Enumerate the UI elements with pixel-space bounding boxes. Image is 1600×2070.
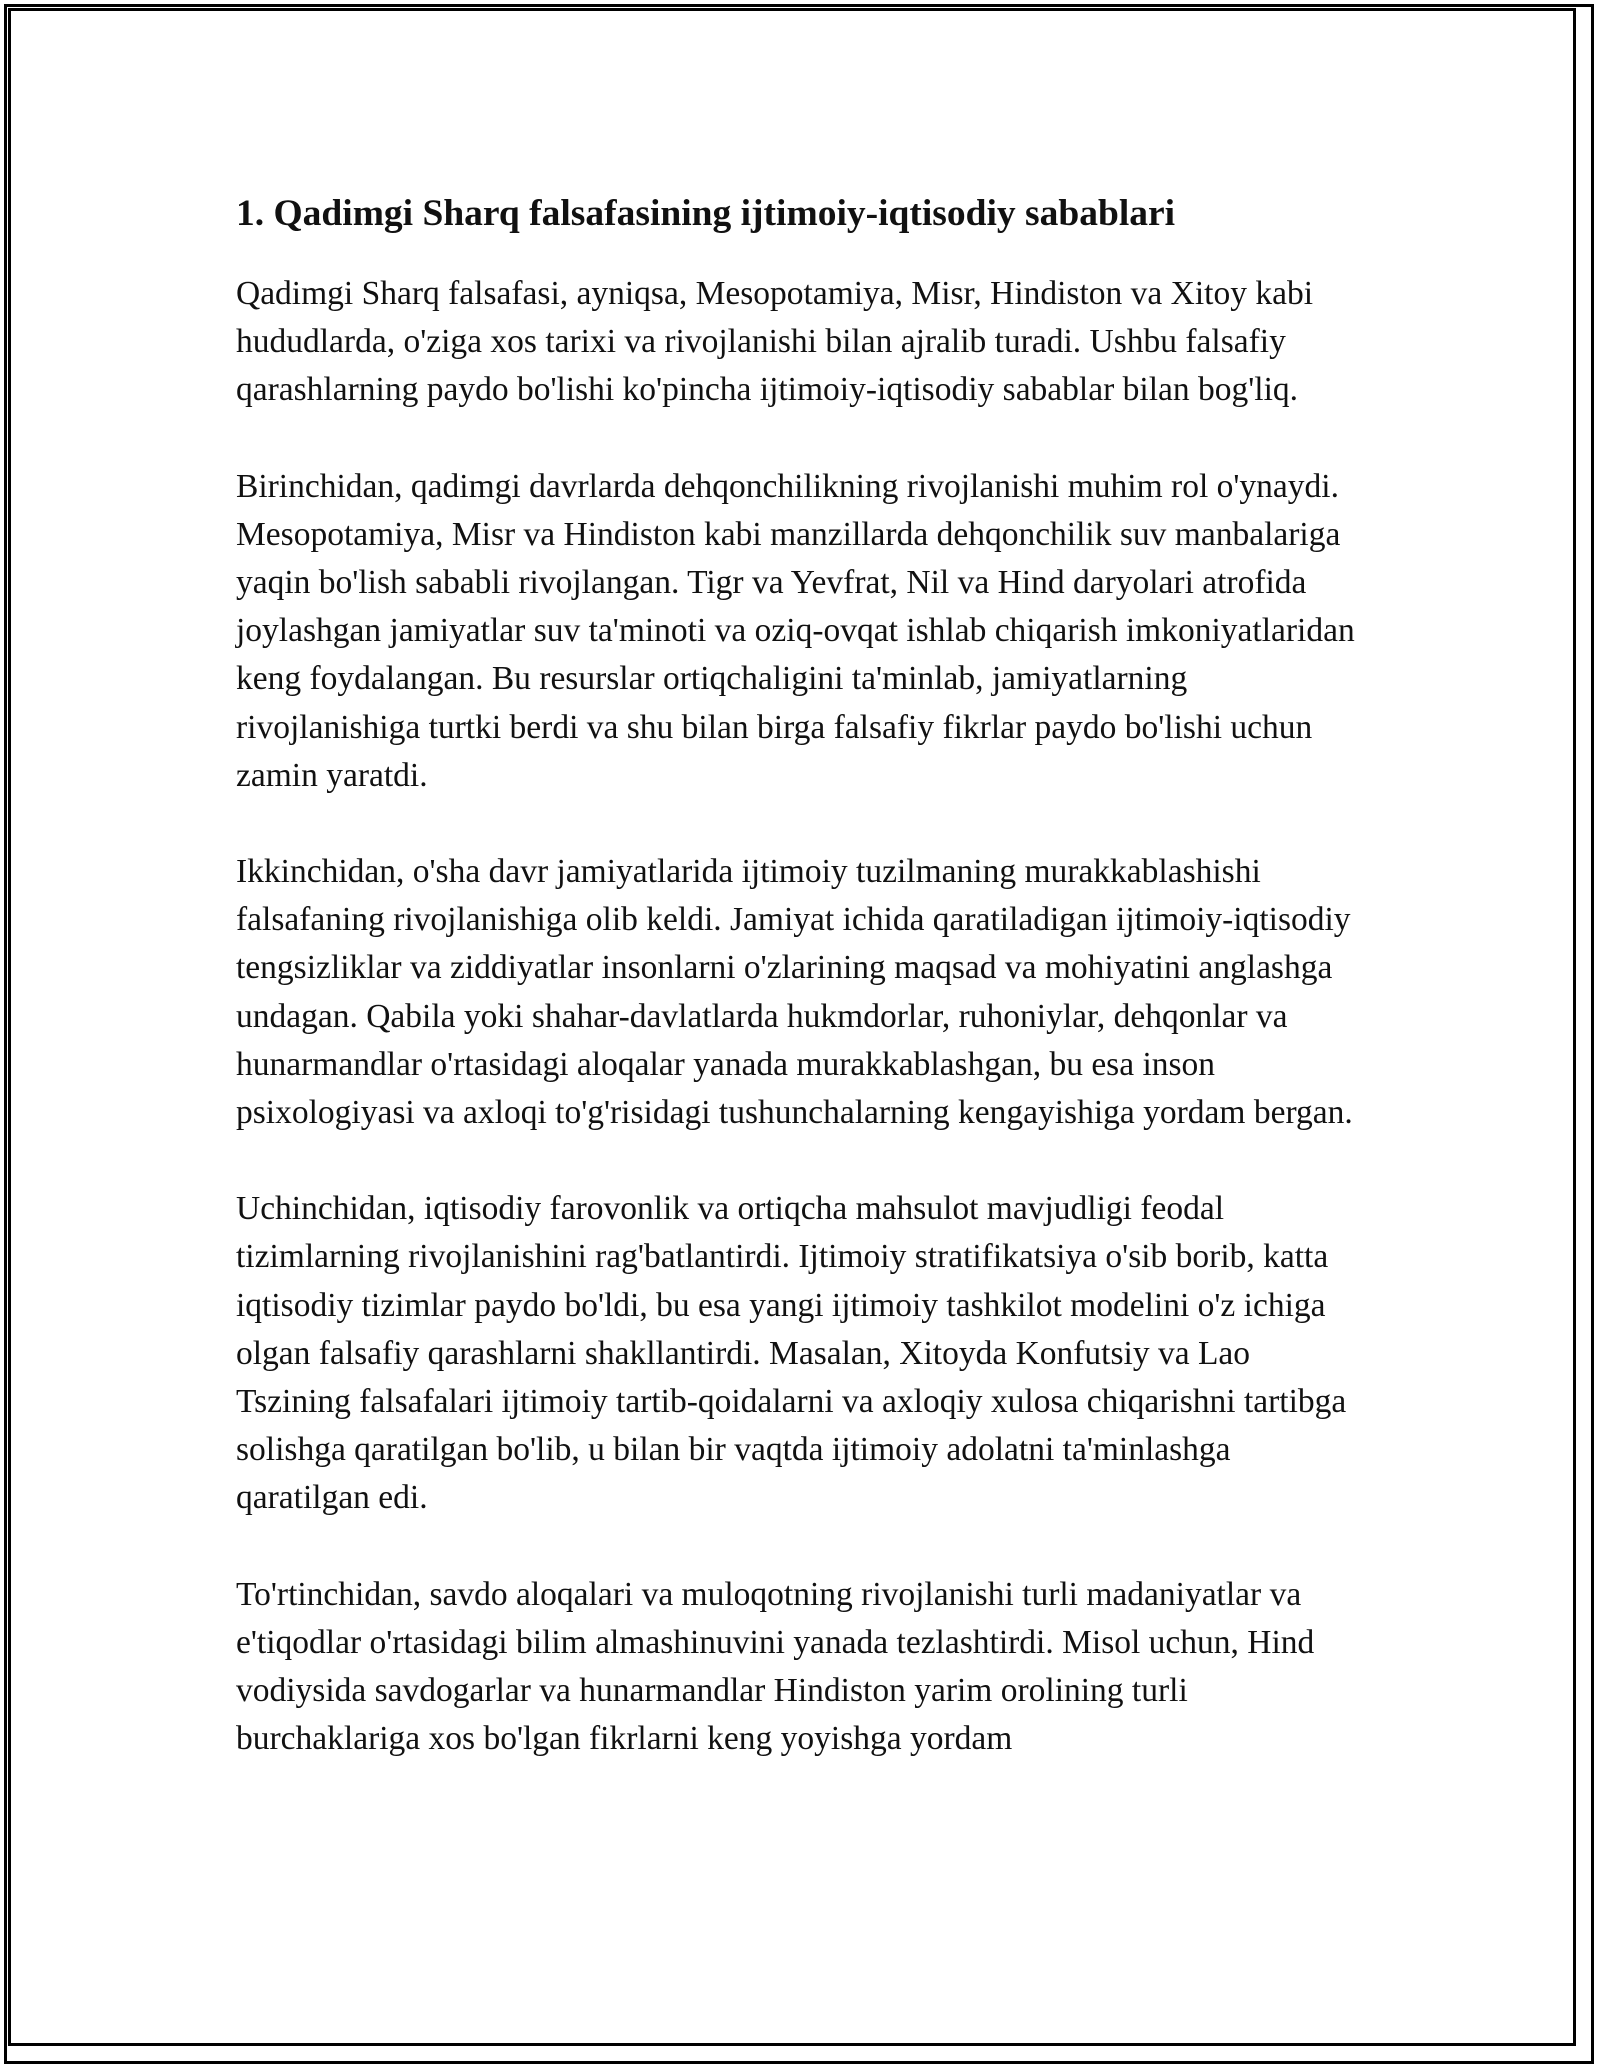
- paragraph-fourth-reason: To'rtinchidan, savdo aloqalari va muloqotning rivojlanishi turli madaniyatlar va e'tiqodlar o'rtasidagi bilim almashinuvini yanada tezlashtirdi. Misol uchun, Hind vodiysida savdogarlar va hunarmandlar Hindiston yarim orolining turli burchaklariga xos bo'lgan fikrlarni keng yoyishga yordam: [236, 1575, 1315, 1758]
- paragraph-intro: Qadimgi Sharq falsafasi, ayniqsa, Mesopotamiya, Misr, Hindiston va Xitoy kabi hududlarda, o'ziga xos tarixi va rivojlanishi bilan ajralib turadi. Ushbu falsafiy qarashlarning paydo bo'lishi ko'pincha ijtimoiy-iqtisodiy sabablar bilan bog'liq.: [236, 275, 1314, 409]
- paragraph-second-reason: Ikkinchidan, o'sha davr jamiyatlarida ijtimoiy tuzilmaning murakkablashishi falsafaning rivojlanishiga olib keldi. Jamiyat ichida qaratiladigan ijtimoiy-iqtisodiy tengsizliklar va ziddiyatlar insonlarni o'zlarining maqsad va mohiyatini anglashga undagan. Qabila yoki shahar-davlatlarda hukmdorlar, ruhoniylar, dehqonlar va hunarmandlar o'rtasidagi aloqalar yanada murakkablashgan, bu esa inson psixologiyasi va axloqi to'g'risidagi tushunchalarning kengayishiga yordam bergan.: [236, 853, 1353, 1132]
- section-heading: 1. Qadimgi Sharq falsafasining ijtimoiy-iqtisodiy sabablari: [236, 193, 1176, 234]
- document-body: [236, 190, 1366, 1811]
- paragraph-third-reason: Uchinchidan, iqtisodiy farovonlik va ortiqcha mahsulot mavjudligi feodal tizimlarning rivojlanishini rag'batlantirdi. Ijtimoiy stratifikatsiya o'sib borib, katta iqtisodiy tizimlar paydo bo'ldi, bu esa yangi ijtimoiy tashkilot modelini o'z ichiga olgan falsafiy qarashlarni shakllantirdi. Masalan, Xitoyda Konfutsiy va Lao Tszining falsafalari ijtimoiy tartib-qoidalarni va axloqiy xulosa chiqarishni tartibga solishga qaratilgan bo'lib, u bilan bir vaqtda ijtimoiy adolatni ta'minlashga qaratilgan edi.: [236, 1190, 1347, 1517]
- paragraph-first-reason: Birinchidan, qadimgi davrlarda dehqonchilikning rivojlanishi muhim rol o'ynaydi. Mesopotamiya, Misr va Hindiston kabi manzillarda dehqonchilik suv manbalariga yaqin bo'lish sababli rivojlangan. Tigr va Yevfrat, Nil va Hind daryolari atrofida joylashgan jamiyatlar suv ta'minoti va oziq-ovqat ishlab chiqarish imkoniyatlaridan keng foydalangan. Bu resurslar ortiqchaligini ta'minlab, jamiyatlarning rivojlanishiga turtki berdi va shu bilan birga falsafiy fikrlar paydo bo'lishi uchun zamin yaratdi.: [236, 467, 1355, 794]
